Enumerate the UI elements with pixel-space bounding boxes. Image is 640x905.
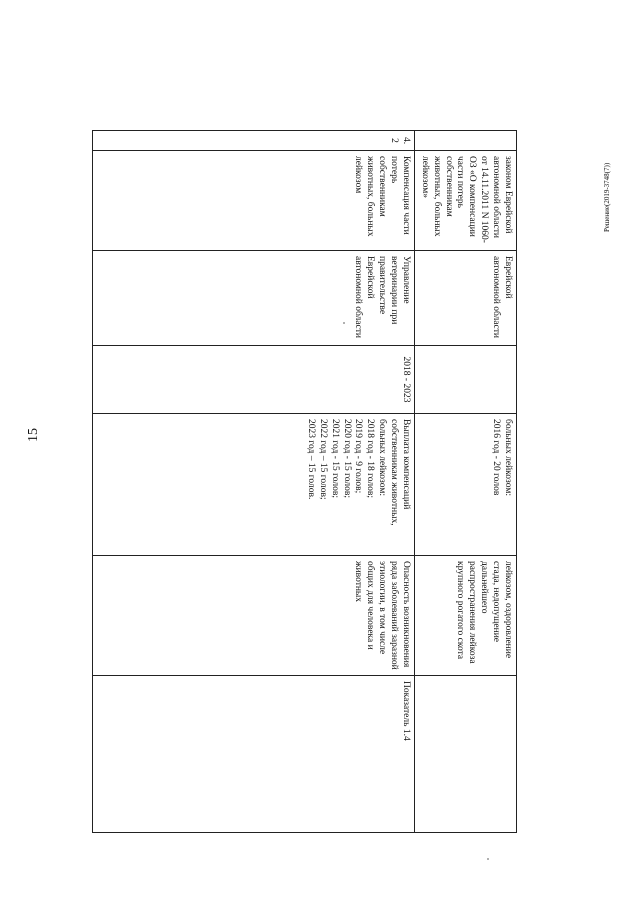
- document-reference: Решение(2019-3748(7)): [603, 162, 611, 232]
- financing-line: 2022 год – 15 голов;: [317, 419, 328, 500]
- indicator-cell: [415, 676, 517, 833]
- scan-speck: [487, 858, 489, 860]
- table-row: [415, 131, 517, 833]
- financing-line: 2023 год – 15 голов.: [306, 419, 316, 500]
- executor-cell: Еврейской автономной области: [415, 251, 517, 346]
- table-row: [93, 131, 415, 833]
- scan-speck: [343, 322, 345, 324]
- indicator-cell: Показатель 1.4: [93, 676, 415, 833]
- program-table-wrapper: [92, 130, 517, 832]
- period-cell: 2018 - 2023: [93, 346, 415, 414]
- financing-line: Выплата компенсаций собственникам животных, больных лейкозом:: [377, 419, 411, 526]
- financing-line: 2019 год - 9 голов;: [353, 419, 364, 494]
- row-number-cell: 4.2: [93, 131, 415, 151]
- financing-line: больных лейкозом:: [503, 419, 513, 496]
- measure-name-cell: законом Еврейской автономной области от 14.11.2011 N 1060-ОЗ «О компенсации части потерь собственникам животных, больных лейкозом»: [415, 151, 517, 251]
- financing-cell: [93, 414, 415, 556]
- executor-cell: Управление ветеринарии при правительстве Еврейской автономной области: [93, 251, 415, 346]
- risk-cell: Опасность возникновения ряда заболеваний заразной этиологии, в том числе общих для человека и животных: [93, 556, 415, 676]
- financing-line: 2021 год - 15 голов;: [329, 419, 340, 499]
- measure-name-cell: Компенсация части потерь собственникам животных, больных лейкозом: [93, 151, 415, 251]
- page-number: 15: [26, 428, 41, 442]
- row-number-cell: [415, 131, 517, 151]
- program-table: [92, 130, 517, 833]
- financing-cell: [415, 414, 517, 556]
- financing-line: 2016 год - 20 голов: [491, 419, 502, 496]
- financing-line: 2020 год - 15 голов;: [341, 419, 352, 499]
- risk-cell: лейкозом, оздоровление стада, недопущение дальнейшего распространения лейкоза крупного рогатого скота: [415, 556, 517, 676]
- period-cell: [415, 346, 517, 414]
- financing-line: 2018 год - 18 голов;: [365, 419, 376, 499]
